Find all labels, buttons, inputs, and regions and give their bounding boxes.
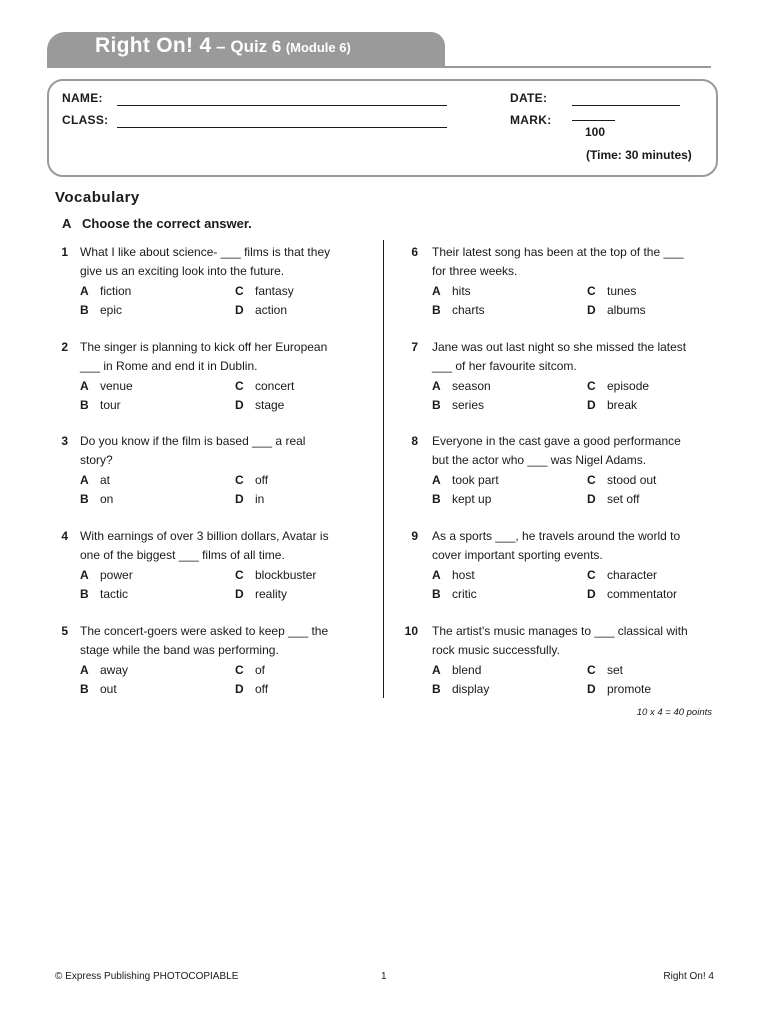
option-text: episode: [607, 379, 650, 393]
question-number: 8: [411, 434, 418, 448]
option-letter: B: [432, 587, 441, 601]
question-text-line: The singer is planning to kick off her European: [80, 340, 328, 354]
answer-option-b[interactable]: [80, 585, 230, 604]
option-text: character: [607, 568, 658, 582]
option-letter: D: [587, 682, 596, 696]
question-text-line: story?: [80, 453, 113, 467]
option-letter: A: [80, 663, 89, 677]
answer-option-d[interactable]: [587, 396, 737, 415]
option-text: epic: [100, 303, 123, 317]
question-number: 5: [61, 624, 68, 638]
question-text-line: What I like about science- ___ films is that they: [80, 245, 331, 259]
option-text: off: [255, 682, 269, 696]
task-instruction: Choose the correct answer.: [82, 216, 252, 231]
option-text: action: [255, 303, 288, 317]
option-text: kept up: [452, 492, 492, 506]
question-text-line: Their latest song has been at the top of the ___: [432, 245, 684, 259]
question-item: [60, 338, 380, 418]
option-letter: B: [432, 398, 441, 412]
answer-option-b[interactable]: [432, 490, 582, 509]
answer-option-d[interactable]: [235, 680, 385, 699]
question-number: 10: [404, 624, 418, 638]
section-title: Vocabulary: [55, 189, 140, 206]
answer-option-b[interactable]: [80, 396, 230, 415]
answer-option-d[interactable]: [235, 396, 385, 415]
option-text: tactic: [100, 587, 129, 601]
option-text: set: [607, 663, 624, 677]
option-text: display: [452, 682, 490, 696]
question-text-line: Everyone in the cast gave a good performance: [432, 434, 681, 448]
answer-option-d[interactable]: [235, 490, 385, 509]
question-number: 2: [61, 340, 68, 354]
answer-option-c[interactable]: [587, 661, 737, 680]
option-text: set off: [607, 492, 640, 506]
option-text: off: [255, 473, 269, 487]
question-number: 4: [61, 529, 68, 543]
option-text: at: [100, 473, 111, 487]
title-module: (Module 6): [285, 40, 351, 55]
answer-option-b[interactable]: [80, 680, 230, 699]
question-item: [404, 622, 732, 702]
answer-option-a[interactable]: [80, 661, 230, 680]
title-underline: [47, 66, 711, 68]
answer-option-d[interactable]: [587, 490, 737, 509]
mark-total: 100: [585, 125, 606, 139]
question-item: [60, 527, 380, 607]
answer-option-c[interactable]: [587, 377, 737, 396]
option-letter: A: [80, 379, 89, 393]
option-letter: A: [432, 663, 441, 677]
question-text-line: one of the biggest ___ films of all time.: [80, 548, 285, 562]
question-text-line: rock music successfully.: [432, 643, 560, 657]
option-letter: C: [235, 379, 244, 393]
answer-option-a[interactable]: [432, 282, 582, 301]
option-text: commentator: [607, 587, 678, 601]
option-letter: D: [235, 303, 244, 317]
question-text-line: stage while the band was performing.: [80, 643, 279, 657]
option-letter: B: [432, 492, 441, 506]
answer-option-c[interactable]: [235, 471, 385, 490]
answer-option-b[interactable]: [432, 680, 582, 699]
answer-option-b[interactable]: [80, 490, 230, 509]
question-number: 1: [61, 245, 68, 259]
option-letter: B: [432, 682, 441, 696]
option-letter: D: [587, 303, 596, 317]
option-letter: D: [235, 587, 244, 601]
answer-option-c[interactable]: [587, 566, 737, 585]
date-field[interactable]: [572, 105, 680, 106]
option-text: stage: [255, 398, 285, 412]
option-text: in: [255, 492, 265, 506]
option-text: blend: [452, 663, 482, 677]
answer-option-a[interactable]: [432, 471, 582, 490]
option-letter: A: [80, 473, 89, 487]
option-text: season: [452, 379, 491, 393]
answer-option-a[interactable]: [80, 471, 230, 490]
points-note: 10 x 4 = 40 points: [636, 707, 712, 718]
name-label: NAME:: [62, 91, 103, 105]
mark-label: MARK:: [510, 113, 552, 127]
answer-option-d[interactable]: [235, 585, 385, 604]
class-label: CLASS:: [62, 113, 109, 127]
answer-option-d[interactable]: [587, 301, 737, 320]
question-text-line: cover important sporting events.: [432, 548, 603, 562]
option-letter: B: [80, 492, 89, 506]
option-letter: D: [235, 682, 244, 696]
option-letter: D: [587, 398, 596, 412]
question-item: [412, 243, 732, 323]
question-item: [412, 527, 732, 607]
option-text: charts: [452, 303, 485, 317]
question-text-line: give us an exciting look into the future.: [80, 264, 285, 278]
option-letter: B: [432, 303, 441, 317]
option-text: break: [607, 398, 638, 412]
option-letter: B: [80, 303, 89, 317]
option-letter: A: [80, 284, 89, 298]
option-letter: C: [587, 379, 596, 393]
option-letter: C: [235, 473, 244, 487]
option-text: critic: [452, 587, 477, 601]
answer-option-c[interactable]: [587, 471, 737, 490]
answer-option-c[interactable]: [235, 661, 385, 680]
answer-option-a[interactable]: [432, 377, 582, 396]
question-text-line: ___ in Rome and end it in Dublin.: [80, 359, 258, 373]
option-text: of: [255, 663, 266, 677]
answer-option-b[interactable]: [432, 301, 582, 320]
option-text: concert: [255, 379, 295, 393]
title-main: Right On! 4: [95, 34, 212, 57]
answer-option-d[interactable]: [587, 680, 737, 699]
name-field[interactable]: [117, 105, 447, 106]
option-text: promote: [607, 682, 652, 696]
option-letter: C: [235, 663, 244, 677]
option-letter: B: [80, 587, 89, 601]
answer-option-d[interactable]: [587, 585, 737, 604]
answer-option-d[interactable]: [235, 301, 385, 320]
answer-option-b[interactable]: [432, 396, 582, 415]
question-text-line: Do you know if the film is based ___ a real: [80, 434, 306, 448]
option-text: power: [100, 568, 133, 582]
page-title: [95, 34, 351, 58]
option-text: stood out: [607, 473, 657, 487]
option-text: took part: [452, 473, 499, 487]
option-letter: A: [432, 473, 441, 487]
option-letter: C: [587, 284, 596, 298]
answer-option-a[interactable]: [80, 566, 230, 585]
student-info-box: [47, 79, 718, 177]
answer-option-a[interactable]: [432, 566, 582, 585]
option-text: venue: [100, 379, 133, 393]
option-text: tunes: [607, 284, 637, 298]
option-letter: B: [80, 682, 89, 696]
option-text: hits: [452, 284, 471, 298]
option-text: albums: [607, 303, 646, 317]
question-text-line: The concert-goers were asked to keep ___ the: [80, 624, 329, 638]
option-text: series: [452, 398, 485, 412]
answer-option-c[interactable]: [587, 282, 737, 301]
option-text: on: [100, 492, 114, 506]
mark-field[interactable]: [572, 120, 615, 121]
answer-option-a[interactable]: [432, 661, 582, 680]
question-item: [60, 432, 380, 512]
option-letter: D: [235, 398, 244, 412]
option-text: away: [100, 663, 129, 677]
question-text-line: As a sports ___, he travels around the world to: [432, 529, 681, 543]
answer-option-a[interactable]: [80, 377, 230, 396]
task-letter: A: [62, 216, 72, 231]
question-item: [60, 243, 380, 323]
question-text-line: for three weeks.: [432, 264, 518, 278]
answer-option-c[interactable]: [235, 377, 385, 396]
title-quiz: – Quiz 6: [211, 37, 282, 56]
footer-book-title: Right On! 4: [663, 971, 714, 982]
question-text-line: Jane was out last night so she missed the latest: [432, 340, 687, 354]
answer-option-c[interactable]: [235, 566, 385, 585]
answer-option-a[interactable]: [80, 282, 230, 301]
option-text: blockbuster: [255, 568, 317, 582]
option-letter: A: [432, 284, 441, 298]
question-item: [60, 622, 380, 702]
question-number: 3: [61, 434, 68, 448]
option-letter: A: [432, 379, 441, 393]
answer-option-b[interactable]: [432, 585, 582, 604]
option-text: tour: [100, 398, 121, 412]
question-item: [412, 338, 732, 418]
question-text-line: The artist's music manages to ___ classical with: [432, 624, 688, 638]
option-letter: C: [587, 568, 596, 582]
option-letter: C: [587, 473, 596, 487]
class-field[interactable]: [117, 127, 447, 128]
option-letter: D: [587, 492, 596, 506]
question-text-line: but the actor who ___ was Nigel Adams.: [432, 453, 647, 467]
option-letter: D: [587, 587, 596, 601]
date-label: DATE:: [510, 91, 548, 105]
question-number: 9: [411, 529, 418, 543]
question-number: 7: [411, 340, 418, 354]
question-number: 6: [411, 245, 418, 259]
option-text: fantasy: [255, 284, 294, 298]
option-text: reality: [255, 587, 288, 601]
option-letter: D: [235, 492, 244, 506]
option-text: fiction: [100, 284, 132, 298]
question-text-line: ___ of her favourite sitcom.: [432, 359, 577, 373]
option-letter: A: [432, 568, 441, 582]
option-letter: C: [587, 663, 596, 677]
answer-option-c[interactable]: [235, 282, 385, 301]
option-text: host: [452, 568, 475, 582]
question-text-line: With earnings of over 3 billion dollars, Avatar is: [80, 529, 329, 543]
option-text: out: [100, 682, 117, 696]
footer-page-number: 1: [381, 971, 387, 982]
option-letter: B: [80, 398, 89, 412]
option-letter: C: [235, 284, 244, 298]
option-letter: C: [235, 568, 244, 582]
option-letter: A: [80, 568, 89, 582]
time-note: (Time: 30 minutes): [586, 148, 692, 162]
footer-copyright: © Express Publishing PHOTOCOPIABLE: [55, 971, 239, 982]
answer-option-b[interactable]: [80, 301, 230, 320]
question-item: [412, 432, 732, 512]
